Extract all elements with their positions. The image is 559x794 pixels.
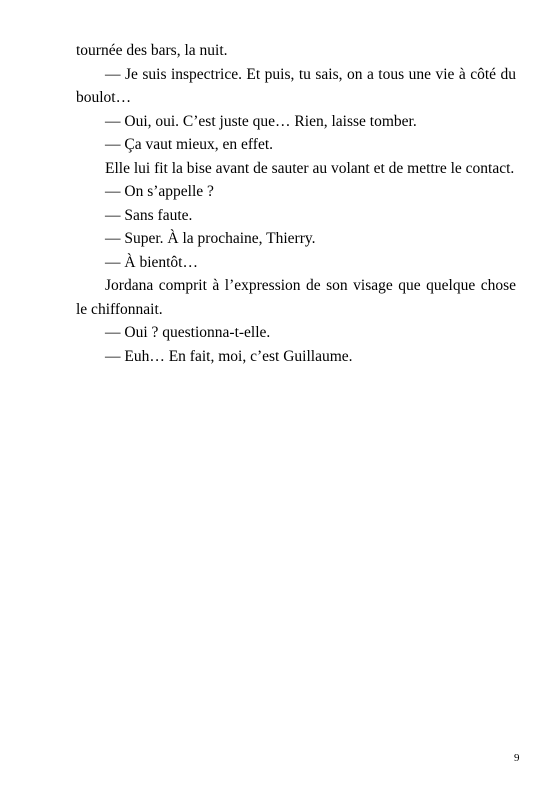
paragraph-dialogue: — Sans faute. [105, 206, 193, 224]
paragraph-dialogue: — Oui, oui. C’est juste que… Rien, laisse tomber. [105, 112, 417, 130]
body-text [76, 39, 516, 368]
page-number: 9 [514, 752, 520, 764]
paragraph-narration: Jordana comprit à l’expression de son visage que quelque chose le chiffonnait. [76, 277, 516, 318]
paragraph-dialogue: — Ça vaut mieux, en effet. [105, 136, 274, 153]
paragraph-dialogue: — Je suis inspectrice. Et puis, tu sais, on a tous une vie à côté du boulot… [76, 65, 516, 106]
paragraph-dialogue: — Super. À la prochaine, Thierry. [105, 230, 316, 247]
paragraph-continued: tournée des bars, la nuit. [76, 42, 228, 59]
paragraph-dialogue: — Euh… En fait, moi, c’est Guillaume. [105, 347, 353, 365]
paragraph-dialogue: — On s’appelle ? [105, 183, 214, 200]
paragraph-dialogue: — Oui ? questionna-t-elle. [105, 324, 271, 341]
paragraph-dialogue: — À bientôt… [105, 253, 198, 271]
paragraph-narration: Elle lui fit la bise avant de sauter au volant et de mettre le contact. [105, 159, 515, 177]
